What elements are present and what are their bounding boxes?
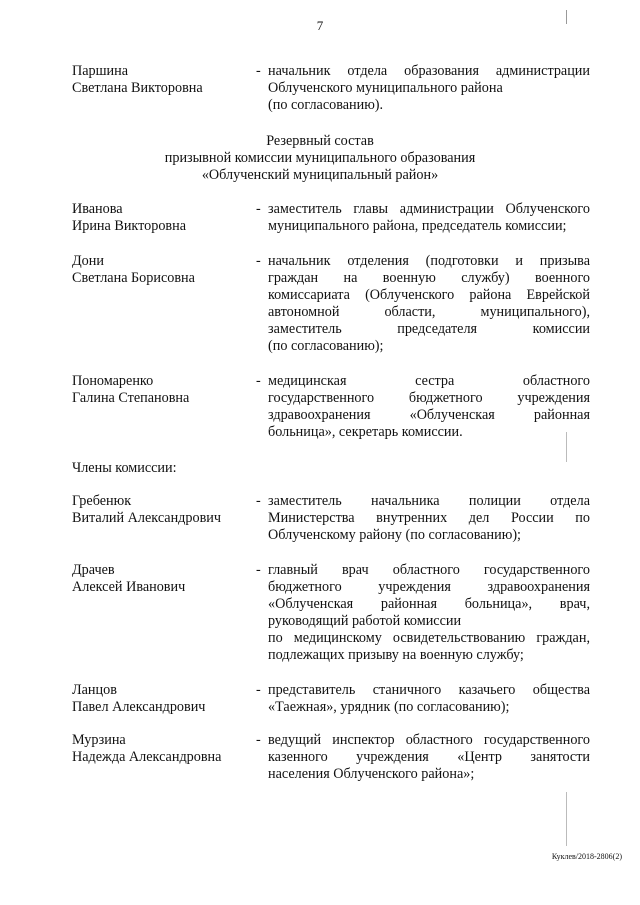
dash: - (256, 373, 261, 389)
dash: - (256, 63, 261, 79)
position-description: заместитель главы администрации Облученского муниципального района, председатель комиссии; (268, 201, 590, 234)
scan-artifact (566, 10, 567, 24)
person-name: Иванова Ирина Викторовна (72, 201, 187, 234)
person-name: Пономаренко Галина Степановна (72, 373, 190, 406)
members-label: Члены комиссии: (72, 460, 177, 476)
person-name (72, 63, 252, 97)
dash: - (256, 493, 261, 509)
position-description: медицинская сестра областного государственного бюджетного учреждения здравоохранения «Облученская районная больница», секретарь комиссии. (268, 373, 590, 440)
scan-artifact (566, 432, 567, 462)
page-number: 7 (316, 18, 324, 33)
given-names: Светлана Викторовна (72, 80, 203, 96)
dash: - (256, 562, 261, 578)
position-description: главный врач областного государственного бюджетного учреждения здравоохранения «Облученская районная больница», врач, руководящий работой комиссии по медицинскому освидетельствованию граждан, подлежащих призыву на военную службу; (268, 562, 590, 663)
dash: - (256, 682, 261, 698)
dash: - (256, 732, 261, 748)
surname: Паршина (72, 63, 129, 79)
section-heading: Резервный состав призывной комиссии муниципального образования «Облученский муниципальный район» (164, 133, 476, 183)
position-description: начальник отдела образования администрации Облученского муниципального района (по согласованию). (268, 63, 590, 113)
person-name: Драчев Алексей Иванович (72, 562, 186, 595)
person-name: Гребенюк Виталий Александрович (72, 493, 222, 526)
person-name: Дони Светлана Борисовна (72, 253, 195, 286)
document-code: Куклев/2018-2806(2) (551, 852, 622, 861)
position-description: представитель станичного казачьего общества «Таежная», урядник (по согласованию); (268, 682, 590, 715)
scan-artifact (566, 792, 567, 846)
person-name: Ланцов Павел Александрович (72, 682, 206, 715)
dash: - (256, 253, 261, 269)
position-description: начальник отделения (подготовки и призыва граждан на военную службу) военного комиссариата (Облученского района Еврейской автономной области, муниципального), заместитель председателя комиссии (по согласованию); (268, 253, 590, 354)
position-description: заместитель начальника полиции отдела Министерства внутренних дел России по Облученскому району (по согласованию); (268, 493, 590, 543)
person-name: Мурзина Надежда Александровна (72, 732, 222, 765)
dash: - (256, 201, 261, 217)
position-description: ведущий инспектор областного государственного казенного учреждения «Центр занятости населения Облученского района»; (268, 732, 590, 782)
